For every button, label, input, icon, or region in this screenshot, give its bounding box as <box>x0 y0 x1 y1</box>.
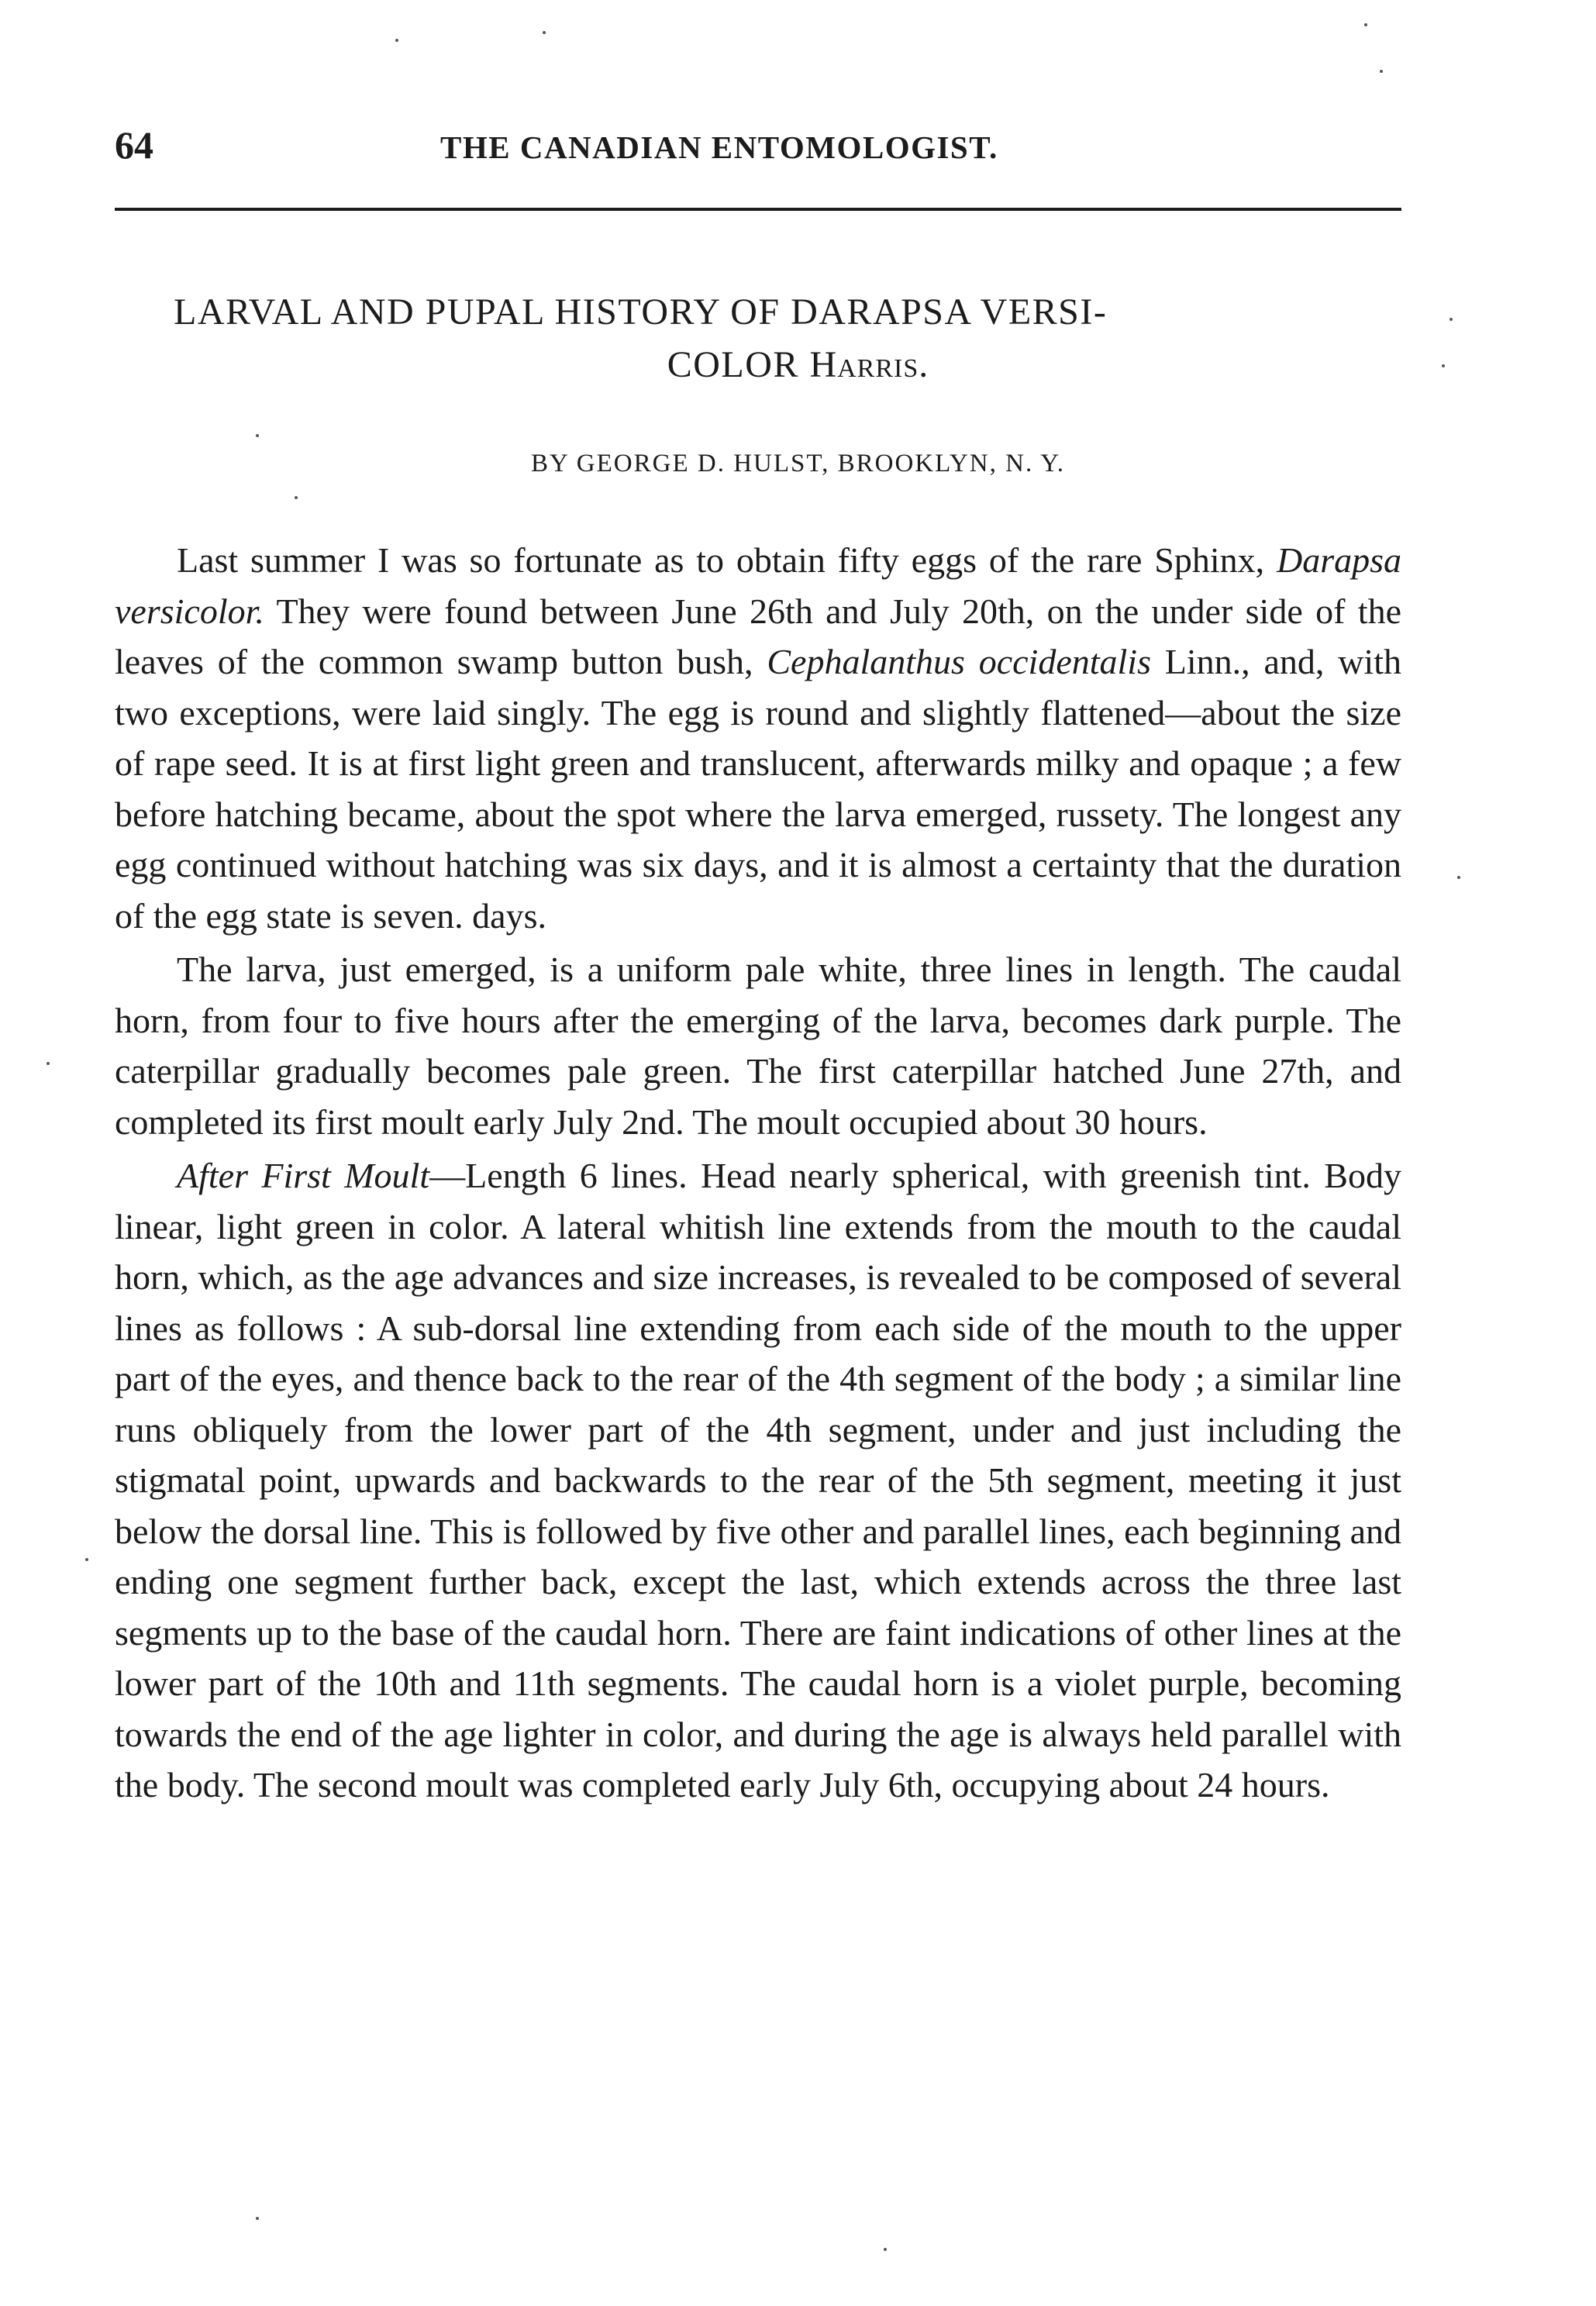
running-title: THE CANADIAN ENTOMOLOGIST. <box>440 129 998 165</box>
speck <box>1449 318 1453 321</box>
paragraph-1-text-c: Linn., and, with two exceptions, were laid singly. The egg is round and slightly flattened—about the size of rape seed. It is at first light green and translucent, afterwards milky and opaque ; a few before hatching became, about the spot where the larva emerged, russety. The longest any egg continued without hatching was six days, and it is almost a certainty that the duration of the egg state is seven. days. <box>115 642 1401 936</box>
article-title-line2-text: COLOR <box>667 344 799 385</box>
speck <box>1457 876 1460 879</box>
paragraph-1-plant-name: Cephalanthus occidentalis <box>767 642 1151 681</box>
speck <box>1364 23 1367 26</box>
speck <box>295 496 298 499</box>
page-header <box>115 122 1401 169</box>
article-title-author-name: Harris. <box>809 344 929 385</box>
paragraph-1 <box>115 535 1401 941</box>
speck <box>884 2248 887 2251</box>
article-title-line1: LARVAL AND PUPAL HISTORY OF DARAPSA VERSI- <box>174 291 1108 333</box>
paragraph-1-text-b: They were found between June 26th and July 20th, on the under side of the leaves of the common swamp button bush, <box>115 591 1401 681</box>
paragraph-1-text-a: Last summer I was so fortunate as to obtain fifty eggs of the rare Sphinx, <box>177 540 1277 580</box>
article-byline: BY GEORGE D. HULST, BROOKLYN, N. Y. <box>530 450 1066 477</box>
speck <box>1442 364 1445 367</box>
speck <box>256 2217 259 2220</box>
page-number: 64 <box>115 123 153 167</box>
speck <box>85 1558 88 1561</box>
speck <box>1380 70 1383 73</box>
article-body <box>115 535 1401 1814</box>
header-rule <box>115 208 1401 211</box>
paragraph-3 <box>115 1150 1401 1811</box>
paragraph-1-species-name: Darapsa versicolor. <box>115 540 1401 631</box>
article-title-line2 <box>0 343 1596 386</box>
speck <box>47 1062 50 1065</box>
speck <box>256 434 259 437</box>
paragraph-3-heading: After First Moult <box>177 1156 430 1195</box>
paragraph-3-text: —Length 6 lines. Head nearly spherical, with greenish tint. Body linear, light green in color. A lateral whitish line extends from the mouth to the caudal horn, which, as the age advances and size increases, is revealed to be composed of several lines as follows : A sub-dorsal line extending from each side of the mouth to the upper part of the eyes, and thence back to the rear of the 4th segment of the body ; a similar line runs obliquely from the lower part of the 4th segment, under and just including the stigmatal point, upwards and backwards to the rear of the 5th segment, meeting it just below the dorsal line. This is followed by five other and parallel lines, each beginning and ending one segment further back, except the last, which extends across the three last segments up to the base of the caudal horn. There are faint indications of other lines at the lower part of the 10th and 11th segments. The caudal horn is a violet purple, becoming towards the end of the age lighter in color, and during the age is always held parallel with the body. The second moult was completed early July 6th, occupying about 24 hours. <box>115 1156 1401 1804</box>
speck <box>395 39 398 42</box>
speck <box>543 31 546 34</box>
paragraph-2: The larva, just emerged, is a uniform pale white, three lines in length. The caudal horn, from four to five hours after the emerging of the larva, becomes dark purple. The caterpillar gradually becomes pale green. The first caterpillar hatched June 27th, and completed its first moult early July 2nd. The moult occupied about 30 hours. <box>115 950 1401 1142</box>
